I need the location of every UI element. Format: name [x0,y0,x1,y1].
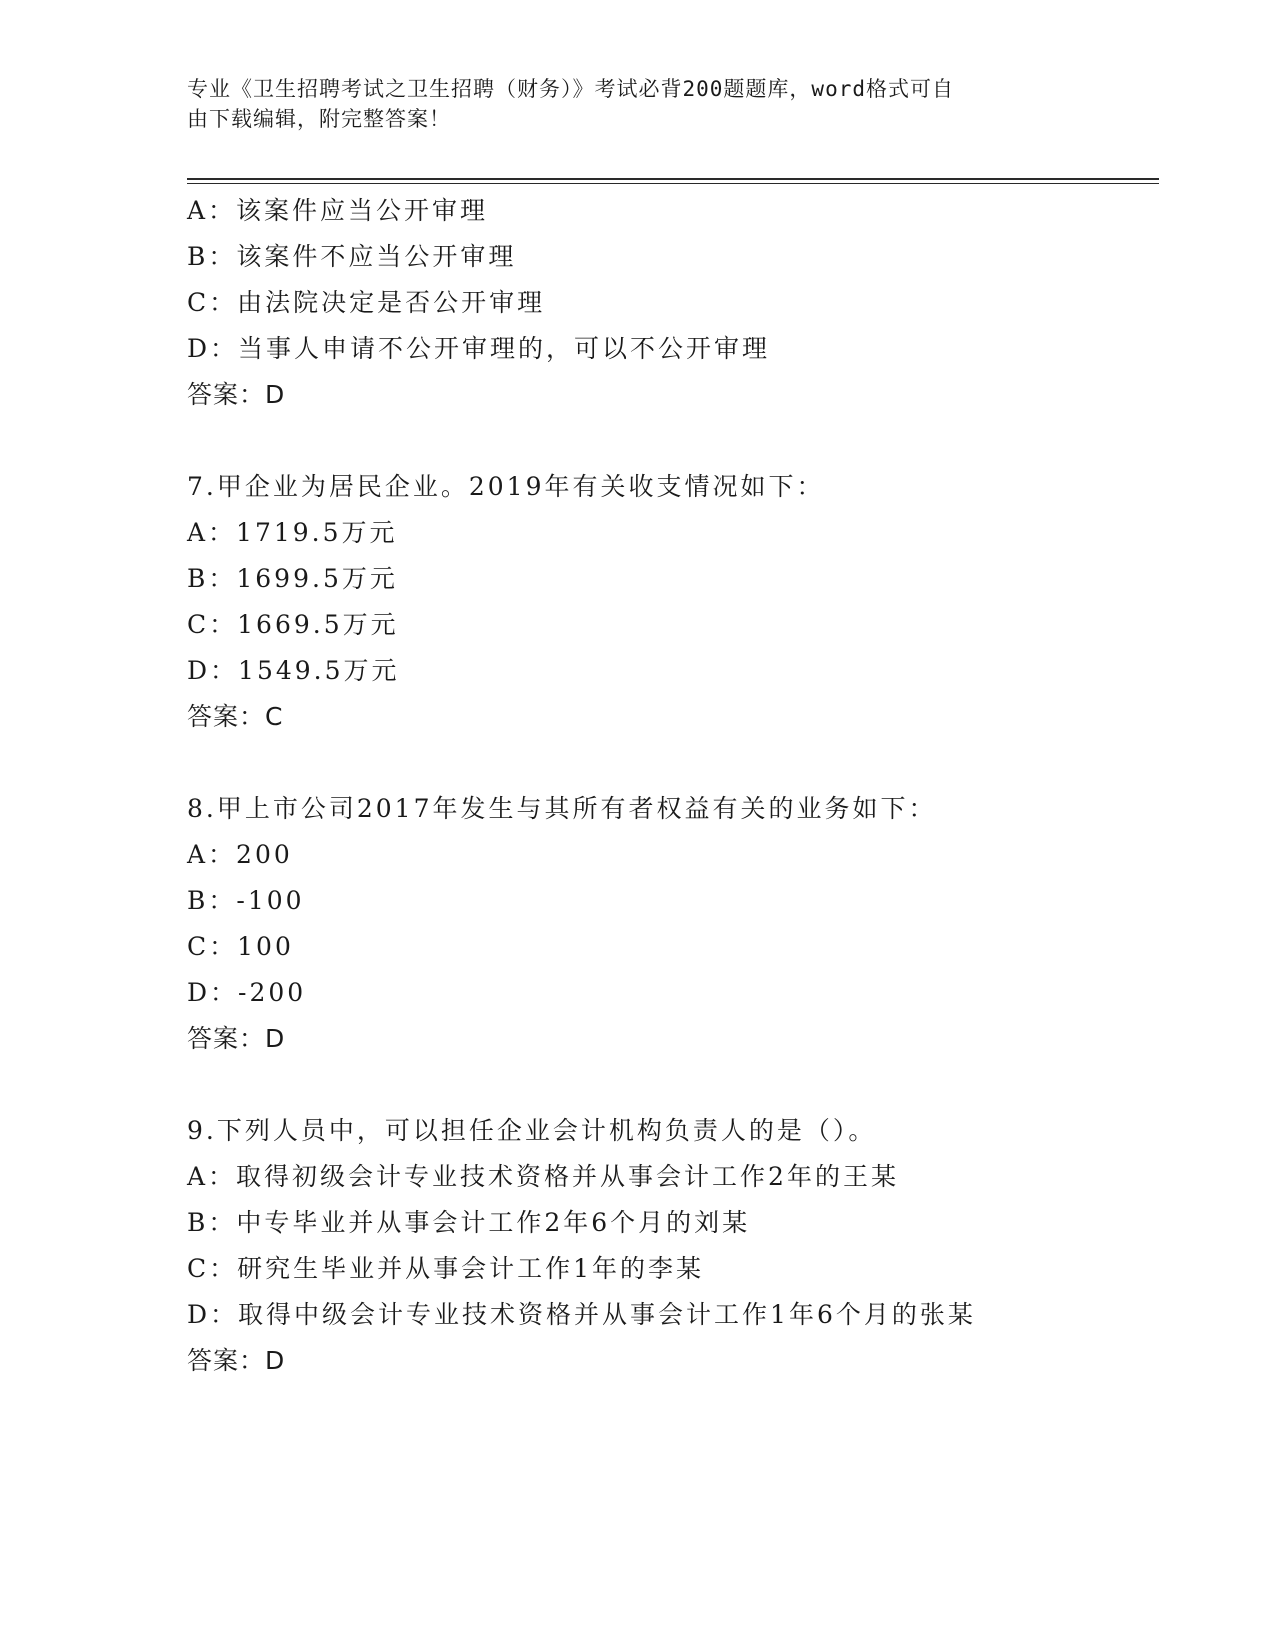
option-b: B：该案件不应当公开审理 [187,242,517,271]
header-divider-thin [187,183,1159,184]
option-d: D：1549.5万元 [187,656,400,685]
question-9 [187,1108,1147,1384]
option-d: D：当事人申请不公开审理的，可以不公开审理 [187,334,771,363]
option-d: D：-200 [187,978,307,1007]
option-a: A：取得初级会计专业技术资格并从事会计工作2年的王某 [187,1162,899,1191]
option-a: A：200 [187,840,293,869]
option-a: A：1719.5万元 [187,518,398,547]
option-b: B：中专毕业并从事会计工作2年6个月的刘某 [187,1208,751,1237]
header-line-2: 由下载编辑，附完整答案！ [187,107,451,131]
question-text: 8.甲上市公司2017年发生与其所有者权益有关的业务如下： [187,794,937,823]
option-c: C：研究生毕业并从事会计工作1年的李某 [187,1254,705,1283]
option-b: B：-100 [187,886,305,915]
header-line-1: 专业《卫生招聘考试之卫生招聘（财务）》考试必背200题题库，word格式可自 [187,77,954,101]
option-d: D：取得中级会计专业技术资格并从事会计工作1年6个月的张某 [187,1300,976,1329]
option-c: C：由法院决定是否公开审理 [187,288,546,317]
header-divider-thick [187,178,1159,180]
document-header [187,74,1067,134]
question-text: 9.下列人员中，可以担任企业会计机构负责人的是（）。 [187,1116,877,1145]
question-6 [187,188,1147,418]
question-spacer [187,740,1147,786]
option-b: B：1699.5万元 [187,564,398,593]
question-spacer [187,418,1147,464]
answer-line: 答案：C [187,702,284,731]
answer-line: 答案：D [187,380,286,409]
answer-line: 答案：D [187,1346,286,1375]
option-a: A：该案件应当公开审理 [187,196,489,225]
answer-line: 答案：D [187,1024,286,1053]
question-8 [187,786,1147,1062]
option-c: C：1669.5万元 [187,610,399,639]
question-list [187,188,1147,1384]
question-text: 7.甲企业为居民企业。2019年有关收支情况如下： [187,472,825,501]
question-spacer [187,1062,1147,1108]
question-7 [187,464,1147,740]
option-c: C：100 [187,932,294,961]
